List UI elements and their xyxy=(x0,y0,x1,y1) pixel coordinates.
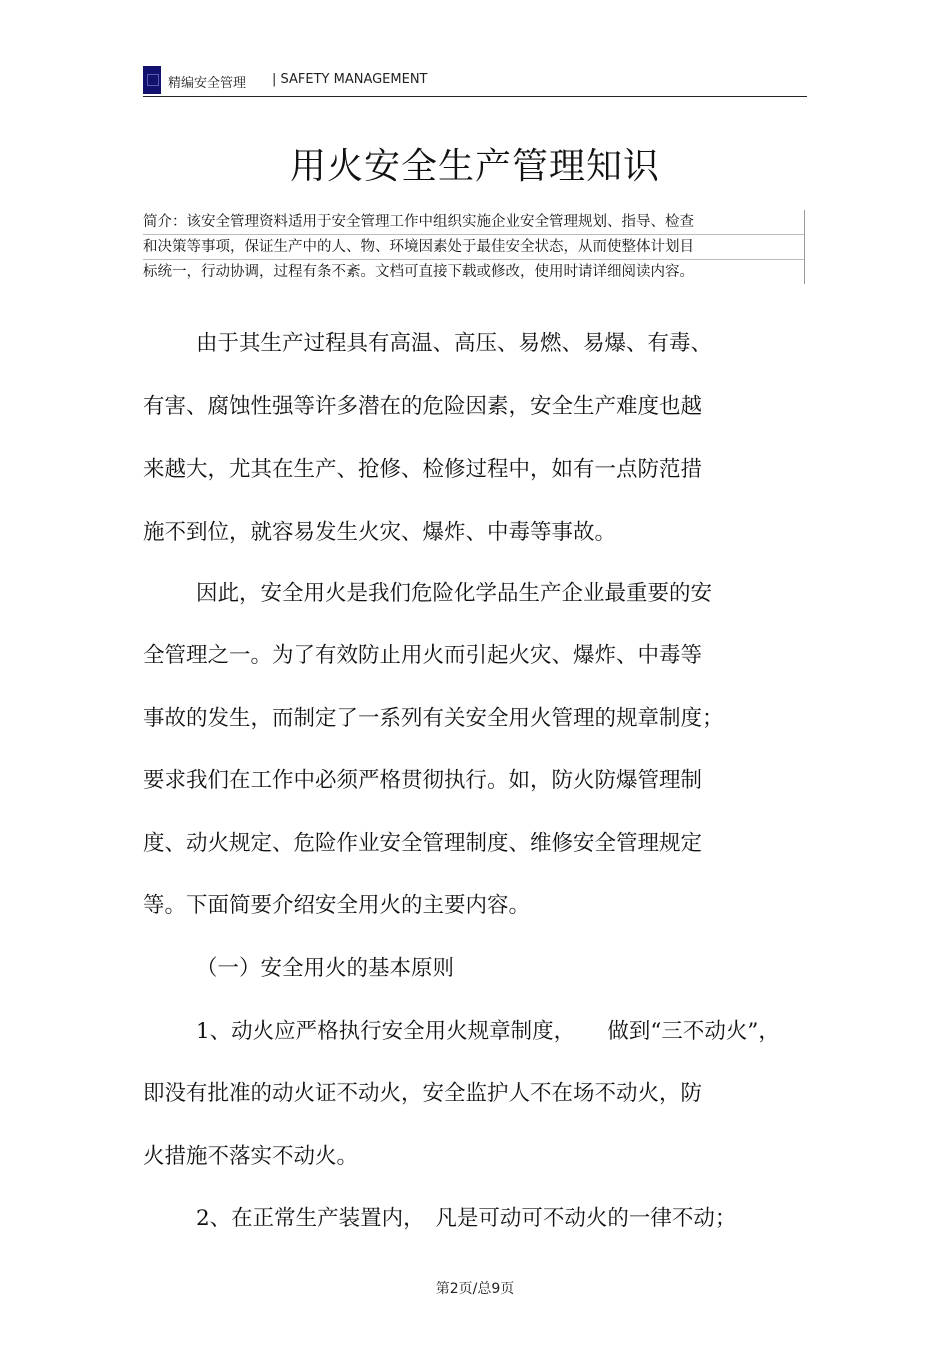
intro-box xyxy=(143,210,805,284)
body-line: 要求我们在工作中必须严格贯彻执行。如，防火防爆管理制 xyxy=(143,768,703,793)
body-line: 等。下面简要介绍安全用火的主要内容。 xyxy=(143,893,531,918)
body-line: 事故的发生，而制定了一系列有关安全用火管理的规章制度； xyxy=(143,706,724,731)
page-header xyxy=(143,66,807,97)
body-line: 施不到位，就容易发生火灾、爆炸、中毒等事故。 xyxy=(143,520,617,545)
body-line: 1、动火应严格执行安全用火规章制度， 做到“三不动火”， xyxy=(196,1019,780,1044)
body-line: 由于其生产过程具有高温、高压、易燃、易爆、有毒、 xyxy=(196,331,713,356)
body-line: 来越大，尤其在生产、抢修、检修过程中，如有一点防范措 xyxy=(143,457,703,482)
intro-line: 简介：该安全管理资料适用于安全管理工作中组织实施企业安全管理规划、指导、检查 xyxy=(143,210,805,235)
header-tagline: | SAFETY MANAGEMENT xyxy=(272,72,428,87)
section-heading: （一）安全用火的基本原则 xyxy=(196,956,455,981)
body-line: 2、在正常生产装置内， 凡是可动可不动火的一律不动； xyxy=(196,1206,737,1231)
body-line: 有害、腐蚀性强等许多潜在的危险因素，安全生产难度也越 xyxy=(143,394,703,419)
logo-icon xyxy=(143,66,161,94)
intro-line: 标统一，行动协调，过程有条不紊。文档可直接下载或修改，使用时请详细阅读内容。 xyxy=(143,260,805,284)
body-line: 度、动火规定、危险作业安全管理制度、维修安全管理规定 xyxy=(143,831,703,856)
body-line: 火措施不落实不动火。 xyxy=(143,1144,359,1169)
body-line: 全管理之一。为了有效防止用火而引起火灾、爆炸、中毒等 xyxy=(143,643,703,668)
header-brand: 精编安全管理 xyxy=(168,76,247,91)
intro-line: 和决策等事项，保证生产中的人、物、环境因素处于最佳安全状态，从而使整体计划目 xyxy=(143,235,805,260)
body-line: 因此，安全用火是我们危险化学品生产企业最重要的安 xyxy=(196,581,713,606)
page-number: 第2页/总9页 xyxy=(435,1281,515,1297)
document-title: 用火安全生产管理知识 xyxy=(289,146,660,187)
body-line: 即没有批准的动火证不动火，安全监护人不在场不动火，防 xyxy=(143,1081,703,1106)
